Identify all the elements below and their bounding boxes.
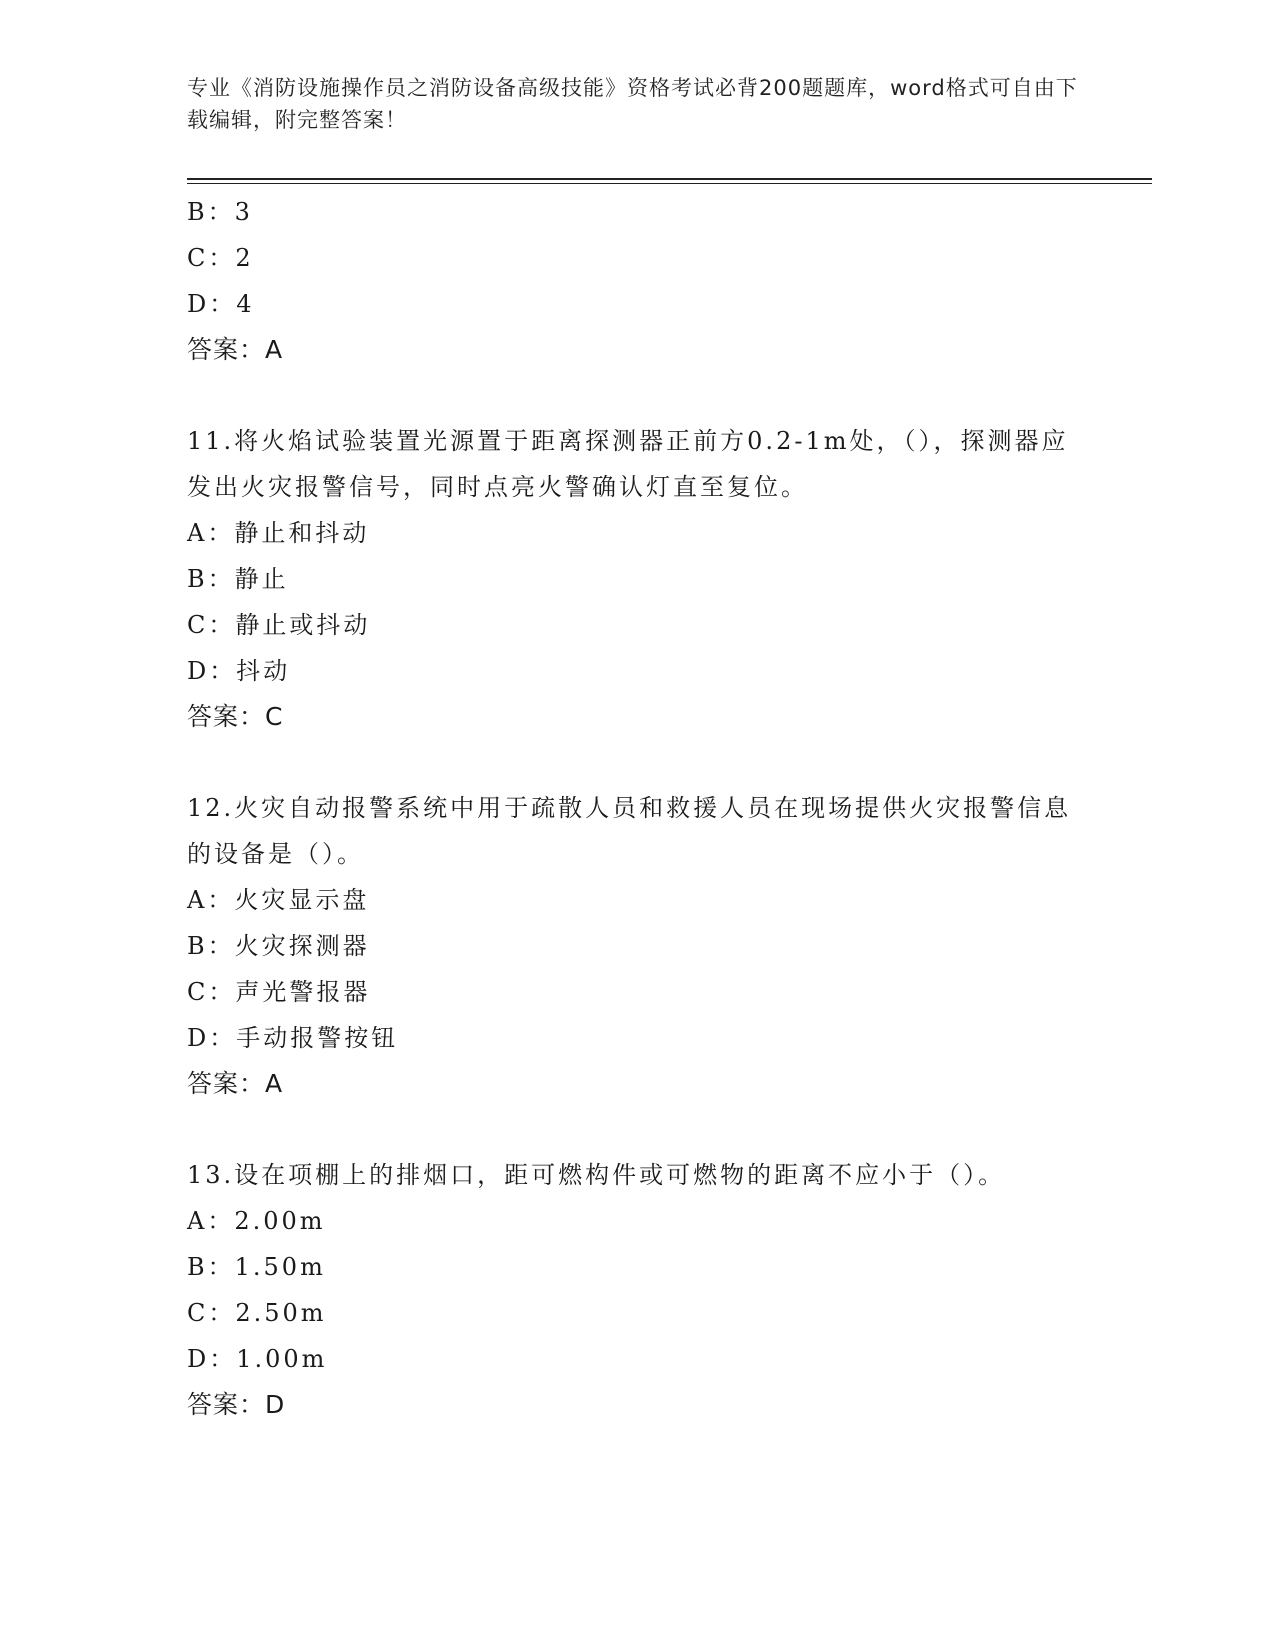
option-c: C：2 bbox=[187, 244, 254, 272]
document-header: 专业《消防设施操作员之消防设备高级技能》资格考试必背200题题库，word格式可自由下载编辑，附完整答案！ bbox=[187, 76, 1078, 132]
option-a: A：火灾显示盘 bbox=[187, 886, 370, 914]
option-c: C：声光警报器 bbox=[187, 978, 371, 1006]
question-stem: 12.火灾自动报警系统中用于疏散人员和救援人员在现场提供火灾报警信息的设备是（）。 bbox=[187, 794, 1072, 868]
option-d: D：1.00m bbox=[187, 1345, 328, 1373]
option-c: C：静止或抖动 bbox=[187, 611, 371, 639]
answer: 答案：A bbox=[187, 1069, 284, 1098]
header-divider-thin bbox=[187, 183, 1152, 184]
question-12 bbox=[187, 785, 1087, 1107]
option-b: B：静止 bbox=[187, 565, 289, 593]
option-d: D：4 bbox=[187, 290, 255, 318]
option-b: B：3 bbox=[187, 198, 253, 226]
header-divider-thick bbox=[187, 178, 1152, 180]
option-a: A：静止和抖动 bbox=[187, 519, 370, 547]
option-d: D：手动报警按钮 bbox=[187, 1024, 399, 1052]
answer: 答案：D bbox=[187, 1390, 286, 1419]
option-d: D：抖动 bbox=[187, 657, 291, 685]
question-list bbox=[187, 189, 1087, 1428]
question-11 bbox=[187, 418, 1087, 740]
question-13 bbox=[187, 1152, 1087, 1428]
option-c: C：2.50m bbox=[187, 1299, 327, 1327]
question-stem: 13.设在项棚上的排烟口，距可燃构件或可燃物的距离不应小于（）。 bbox=[187, 1161, 1006, 1189]
question-10-remainder bbox=[187, 189, 1087, 373]
answer: 答案：C bbox=[187, 702, 284, 731]
question-stem: 11.将火焰试验装置光源置于距离探测器正前方0.2-1m处，（），探测器应发出火灾报警信号，同时点亮火警确认灯直至复位。 bbox=[187, 427, 1069, 501]
option-b: B：火灾探测器 bbox=[187, 932, 370, 960]
answer: 答案：A bbox=[187, 335, 284, 364]
option-a: A：2.00m bbox=[187, 1207, 326, 1235]
option-b: B：1.50m bbox=[187, 1253, 326, 1281]
